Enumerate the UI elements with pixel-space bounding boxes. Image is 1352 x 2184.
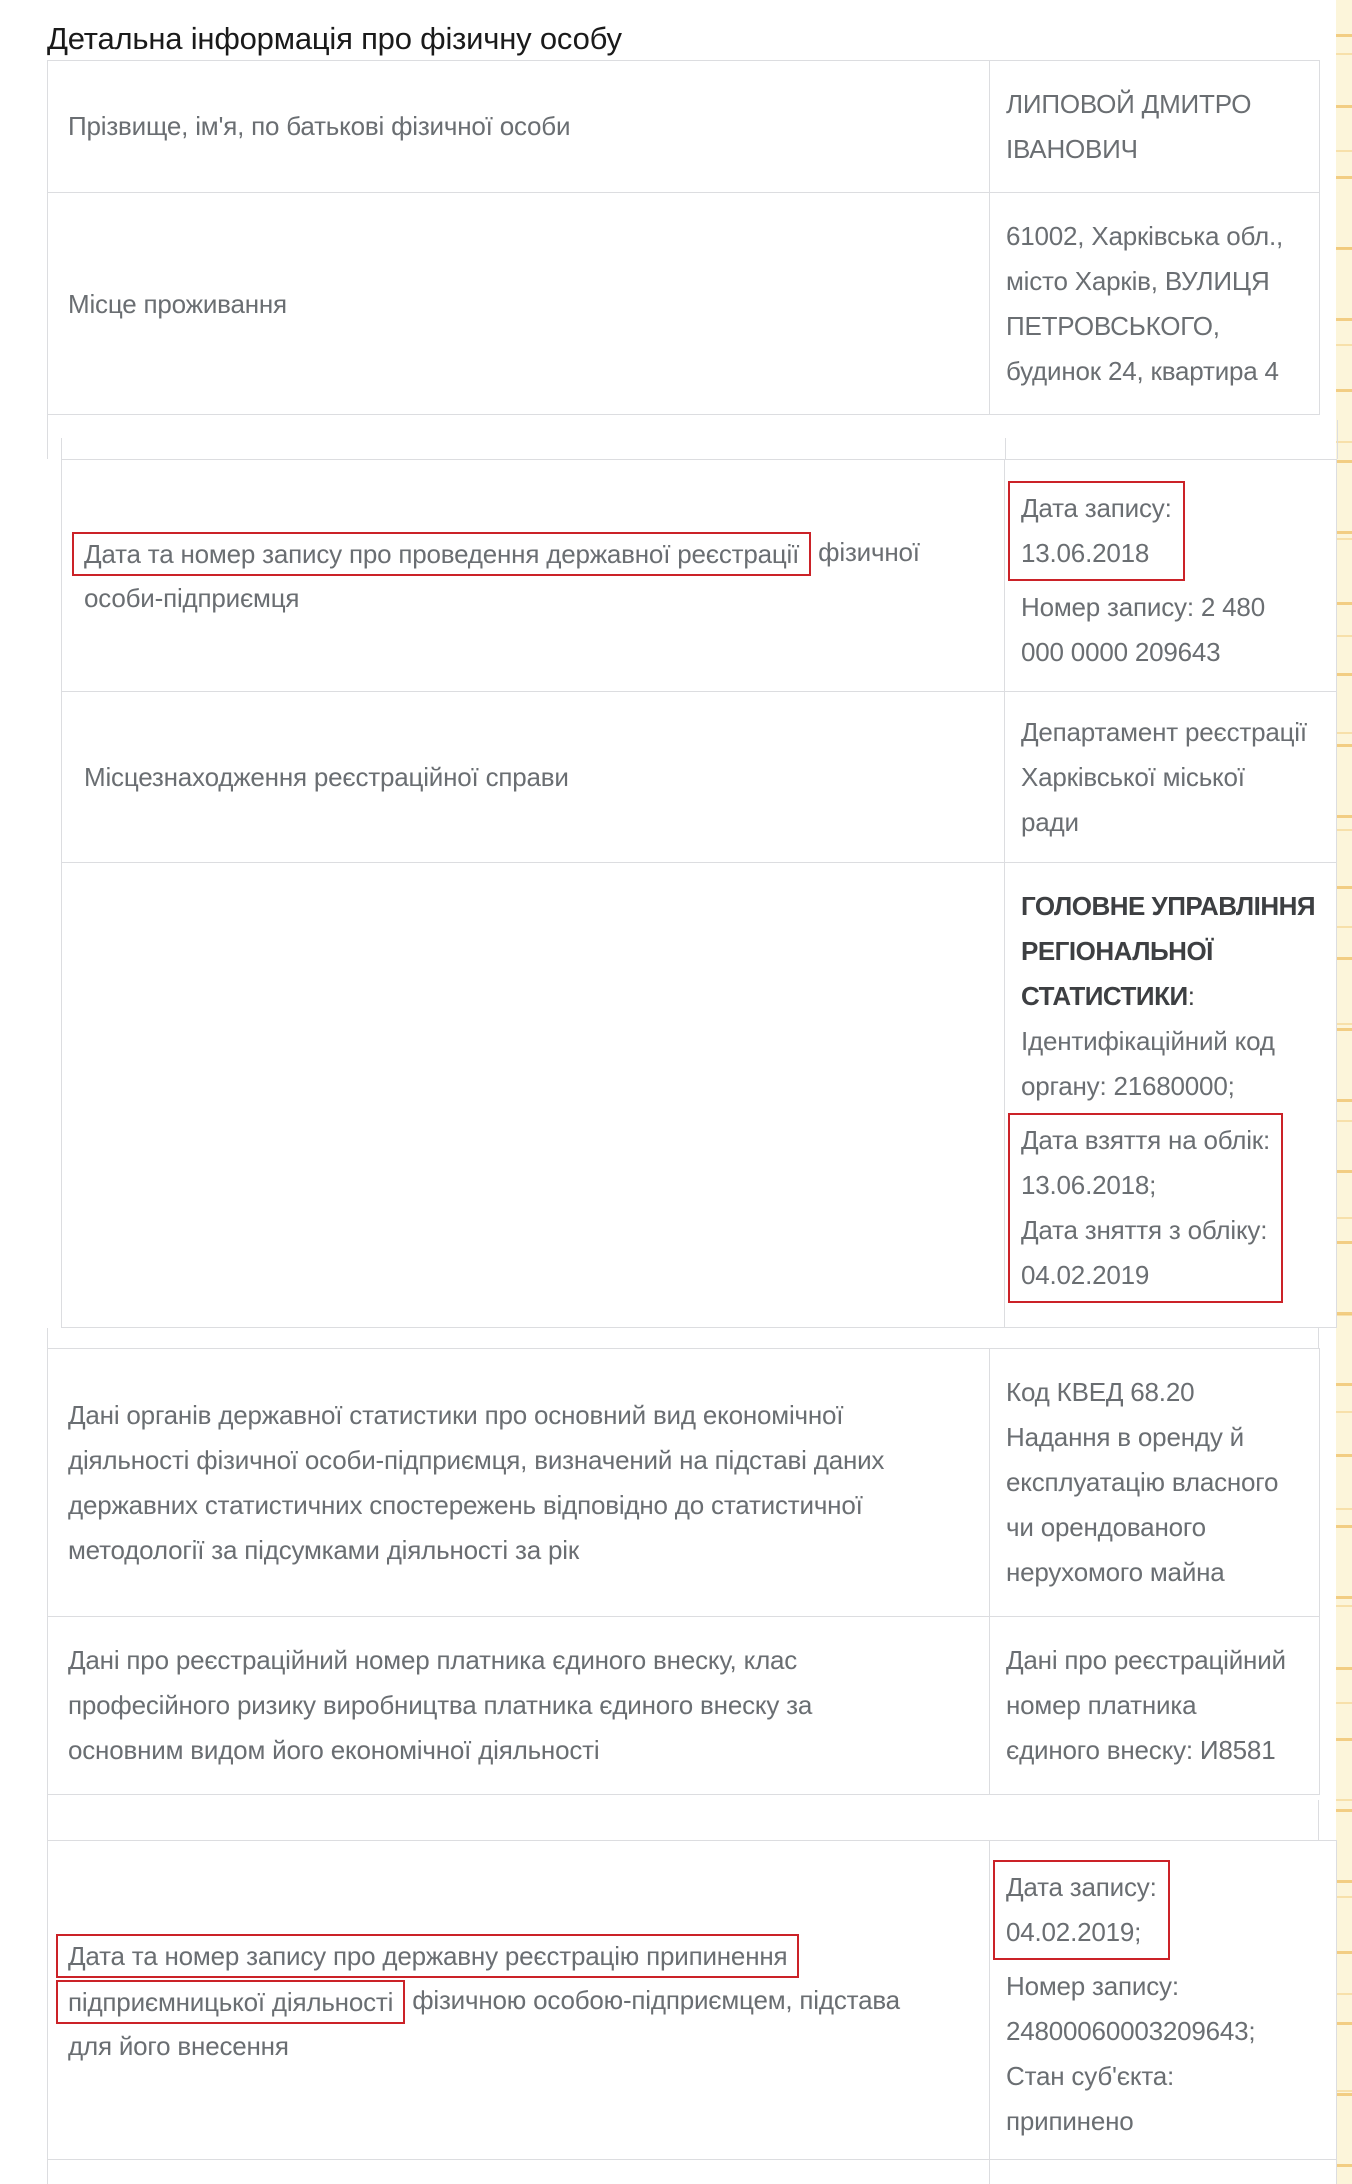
partial-row-value-cell (990, 2160, 1336, 2184)
border-stub (1337, 420, 1338, 459)
annotation-red-box (72, 532, 811, 576)
statistics-registered-date-label: Дата взяття на облік: (1021, 1124, 1271, 1155)
statistics-org-name-line: РЕГІОНАЛЬНОЇ (1021, 935, 1213, 966)
kved-desc-line: чи орендованого (1006, 1512, 1206, 1542)
statistics-id-line: Ідентифікаційний код (1021, 1025, 1275, 1056)
economic-activity-label-line: Дані органів державної статистики про основний вид економічної (68, 1399, 844, 1430)
file-location-label: Місцезнаходження реєстраційної справи (84, 761, 569, 792)
annotation-red-box (1008, 481, 1185, 581)
registration-record-label-cell (62, 460, 1005, 691)
name-label-cell (48, 61, 990, 192)
termination-label-line2-boxed: підприємницької діяльності (68, 1986, 394, 2017)
residence-value-line: 61002, Харківська обл., (1006, 221, 1284, 251)
termination-record-line: Номер запису: (1006, 1971, 1179, 2001)
residence-value-cell (990, 193, 1319, 415)
termination-label-line2-rest: фізичною особою-підприємцем, підстава (405, 1984, 900, 2015)
single-contribution-value-line: Дані про реєстраційний (1006, 1645, 1286, 1675)
termination-date-value: 04.02.2019; (1006, 1917, 1142, 1947)
annotation-red-box (993, 1860, 1170, 1960)
registration-record-label-rest: фізичної (811, 536, 920, 567)
table-row-partial (48, 2159, 1336, 2184)
name-value-cell (990, 61, 1319, 192)
table-row-file-location (62, 691, 1336, 862)
registration-table (61, 459, 1337, 1328)
border-stub (61, 438, 62, 459)
termination-label-line3: для його внесення (68, 2030, 289, 2061)
termination-value-cell (990, 1841, 1336, 2159)
residence-label: Місце проживання (68, 288, 287, 319)
statistics-org-name-last: СТАТИСТИКИ (1021, 980, 1188, 1011)
economic-activity-value-cell (990, 1349, 1319, 1616)
page-title: Детальна інформація про фізичну особу (47, 21, 622, 56)
statistics-registered-date-value: 13.06.2018; (1021, 1169, 1157, 1200)
file-location-value-line: Харківської міської (1021, 761, 1245, 792)
statistics-id-line: органу: 21680000; (1021, 1070, 1235, 1101)
record-number-line: 000 0000 209643 (1021, 636, 1221, 667)
economic-activity-label-line: державних статистичних спостережень відповідно до статистичної (68, 1489, 863, 1520)
border-stub (1005, 438, 1006, 459)
single-contribution-label-line: професійного ризику виробництва платника єдиного внеску за (68, 1690, 813, 1720)
file-location-value-line: Департамент реєстрації (1021, 716, 1307, 747)
file-location-label-cell (62, 692, 1005, 862)
record-date-value: 13.06.2018 (1021, 537, 1150, 568)
economic-activity-label-line: діяльності фізичної особи-підприємця, визначений на підставі даних (68, 1444, 885, 1475)
residence-value-line: будинок 24, квартира 4 (1006, 356, 1279, 386)
table-row-residence (48, 192, 1319, 415)
statistics-org-name-line: ГОЛОВНЕ УПРАВЛІННЯ (1021, 890, 1316, 921)
registration-record-label-line2: особи-підприємця (84, 583, 300, 614)
file-location-value-line: ради (1021, 806, 1079, 837)
single-contribution-value-line: номер платника (1006, 1690, 1197, 1720)
residence-label-cell (48, 193, 990, 415)
statistics-label-cell (62, 863, 1005, 1327)
termination-label-line2 (68, 1978, 979, 2024)
annotation-red-box (1008, 1113, 1283, 1303)
termination-label-line1 (68, 1931, 979, 1977)
file-location-value-cell (1005, 692, 1336, 862)
termination-record-line: 24800060003209643; (1006, 2016, 1256, 2046)
termination-label-line1-boxed: Дата та номер запису про державну реєстрацію припинення (68, 1940, 788, 1971)
single-contribution-label-line: Дані про реєстраційний номер платника єдиного внеску, клас (68, 1645, 798, 1675)
table-row-termination (48, 1841, 1336, 2159)
economic-activity-label-cell (48, 1349, 990, 1616)
registration-record-label-boxed: Дата та номер запису про проведення державної реєстрації (84, 539, 800, 570)
statistics-deregistered-date-value: 04.02.2019 (1021, 1259, 1150, 1290)
termination-label-cell (48, 1841, 990, 2159)
kved-desc-line: експлуатацію власного (1006, 1467, 1279, 1497)
annotation-red-box (56, 1934, 799, 1978)
table-row-economic-activity (48, 1349, 1319, 1616)
registration-record-label-line1 (84, 530, 994, 576)
single-contribution-value-cell (990, 1617, 1319, 1794)
name-value-line: ЛИПОВОЙ ДМИТРО (1006, 88, 1252, 119)
person-main-table (47, 60, 1320, 415)
single-contribution-label-line: основним видом його економічної діяльності (68, 1735, 600, 1765)
statistics-deregistered-date-label: Дата зняття з обліку: (1021, 1214, 1268, 1245)
statistics-data-table (47, 1348, 1320, 1795)
termination-table (47, 1840, 1337, 2184)
record-number-line: Номер запису: 2 480 (1021, 591, 1265, 622)
kved-desc-line: Надання в оренду й (1006, 1422, 1244, 1452)
residence-value-line: ПЕТРОВСЬКОГО, (1006, 311, 1220, 341)
statistics-value-cell (1005, 863, 1336, 1327)
page-right-margin-hatch (1336, 0, 1352, 2184)
partial-row-label-cell (48, 2160, 990, 2184)
kved-code-line: Код КВЕД 68.20 (1006, 1377, 1195, 1407)
border-stub (47, 1795, 48, 1840)
table-row-single-contribution (48, 1616, 1319, 1794)
single-contribution-label-cell (48, 1617, 990, 1794)
name-label: Прізвище, ім'я, по батькові фізичної особи (68, 111, 571, 141)
border-stub (1318, 1328, 1319, 1348)
statistics-org-colon: : (1187, 980, 1195, 1011)
border-stub (47, 1328, 48, 1348)
residence-value-line: місто Харків, ВУЛИЦЯ (1006, 266, 1270, 296)
termination-date-label: Дата запису: (1006, 1872, 1157, 1902)
single-contribution-value-line: єдиного внеску: И8581 (1006, 1735, 1276, 1765)
name-value-line: ІВАНОВИЧ (1006, 133, 1138, 164)
registration-record-value-cell (1005, 460, 1336, 691)
economic-activity-label-line: методології за підсумками діяльності за рік (68, 1534, 579, 1565)
table-row-name (48, 61, 1319, 192)
kved-desc-line: нерухомого майна (1006, 1557, 1225, 1587)
border-stub (47, 415, 48, 459)
termination-status-line: Стан суб'єкта: (1006, 2061, 1175, 2091)
annotation-red-box (56, 1980, 405, 2024)
table-row-registration-record (62, 460, 1336, 691)
record-date-label: Дата запису: (1021, 492, 1172, 523)
termination-status-line: припинено (1006, 2106, 1134, 2136)
statistics-org-name-line (1021, 974, 1328, 1019)
table-row-statistics (62, 862, 1336, 1327)
border-stub (1318, 1800, 1319, 1840)
